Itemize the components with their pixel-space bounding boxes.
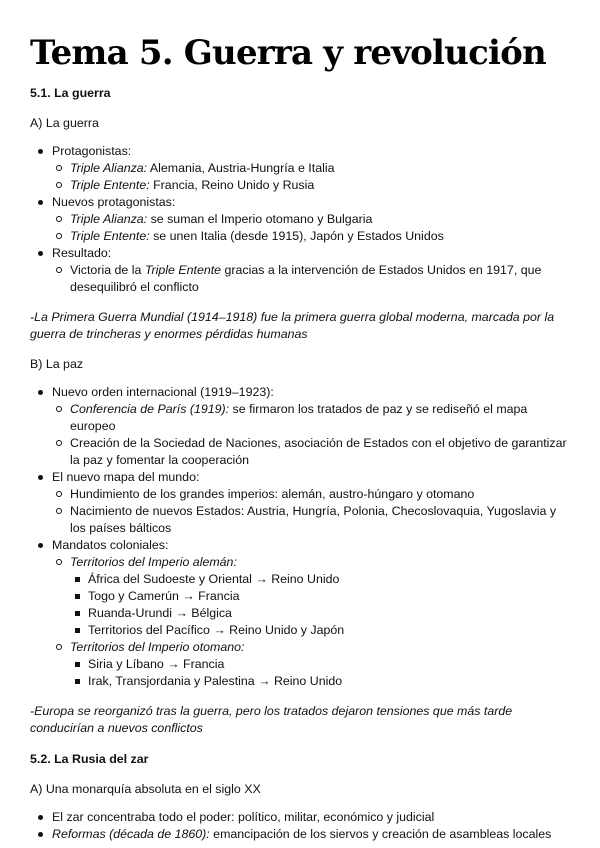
sub-list-item (52, 554, 572, 639)
item-text: se suman el Imperio otomano y Bulgaria (147, 212, 373, 226)
item-text: Victoria de la (70, 263, 145, 277)
war-summary-note: -La Primera Guerra Mundial (1914–1918) fue la primera guerra global moderna, marcada por la guerra de trincheras y enormes pérdidas humanas (30, 310, 555, 341)
item-emphasis: Triple Entente: (70, 229, 150, 243)
peace-list (30, 384, 572, 690)
sub-sub-list-item: Ruanda-Urundi → Bélgica (70, 605, 572, 622)
sub-sub-list-item: África del Sudoeste y Oriental → Reino Unido (70, 571, 572, 588)
section-heading-5-1: 5.1. La guerra (30, 86, 111, 100)
tsar-list (30, 809, 572, 843)
item-emphasis: Triple Alianza: (70, 161, 148, 175)
subsection-a-label-2: A) Una monarquía absoluta en el siglo XX (30, 782, 261, 796)
sub-sub-list-item: Territorios del Pacífico → Reino Unido y Japón (70, 622, 572, 639)
item-emphasis: Triple Entente: (70, 178, 150, 192)
sub-list-item (52, 160, 572, 177)
sub-list-item (52, 401, 572, 435)
item-text: gracias a la intervención de Estados Unidos en 1917, que desequilibró el conflicto (70, 263, 542, 294)
sub-list-item (52, 639, 572, 690)
item-emphasis: Territorios del Imperio otomano: (70, 640, 245, 654)
subsection-a-label: A) La guerra (30, 116, 99, 130)
item-emphasis: Triple Alianza: (70, 212, 148, 226)
list-item (30, 537, 572, 690)
sub-sub-list-item: Siria y Líbano → Francia (70, 656, 572, 673)
list-item (30, 469, 572, 537)
item-text: se unen Italia (desde 1915), Japón y Estados Unidos (149, 229, 444, 243)
item-text: Hundimiento de los grandes imperios: alemán, austro-húngaro y otomano (70, 487, 475, 501)
sub-list-item (52, 177, 572, 194)
sub-sub-list-item: Irak, Transjordania y Palestina → Reino Unido (70, 673, 572, 690)
item-text: Nacimiento de nuevos Estados: Austria, Hungría, Polonia, Checoslovaquia, Yugoslavia y los países bálticos (70, 504, 557, 535)
list-item (30, 194, 572, 245)
list-item (30, 384, 572, 469)
item-text: emancipación de los siervos y creación de asambleas locales (209, 827, 552, 841)
war-list (30, 143, 572, 296)
sub-list-item (52, 486, 572, 503)
item-text: se firmaron los tratados de paz y se rediseñó el mapa europeo (70, 402, 528, 433)
peace-summary-note: -Europa se reorganizó tras la guerra, pero los tratados dejaron tensiones que más tarde conducirían a nuevos conflictos (30, 704, 513, 735)
list-item (30, 143, 572, 194)
item-emphasis: Conferencia de París (1919): (70, 402, 230, 416)
item-text: El nuevo mapa del mundo: (52, 470, 200, 484)
sub-list-item (52, 211, 572, 228)
document-title: Tema 5. Guerra y revolución (30, 33, 546, 73)
item-text: Alemania, Austria-Hungría e Italia (147, 161, 335, 175)
item-text: Nuevo orden internacional (1919–1923): (52, 385, 274, 399)
subsection-b-label: B) La paz (30, 357, 84, 371)
sub-sub-list-item: Togo y Camerún → Francia (70, 588, 572, 605)
item-emphasis: Reformas (década de 1860): (52, 827, 210, 841)
item-text: Nuevos protagonistas: (52, 195, 176, 209)
item-text: Resultado: (52, 246, 112, 260)
item-text: Mandatos coloniales: (52, 538, 169, 552)
section-heading-5-2: 5.2. La Rusia del zar (30, 752, 149, 766)
item-text: Francia, Reino Unido y Rusia (149, 178, 315, 192)
sub-list-item (52, 435, 572, 469)
sub-list-item (52, 503, 572, 537)
list-item (30, 826, 572, 843)
item-text: Creación de la Sociedad de Naciones, asociación de Estados con el objetivo de garantizar la paz y fomentar la cooperación (70, 436, 567, 467)
item-text: Protagonistas: (52, 144, 132, 158)
sub-list-item (52, 262, 572, 296)
list-item: El zar concentraba todo el poder: político, militar, económico y judicial (30, 809, 572, 826)
item-emphasis: Triple Entente (144, 263, 222, 277)
sub-list-item (52, 228, 572, 245)
item-emphasis: Territorios del Imperio alemán: (70, 555, 237, 569)
list-item (30, 245, 572, 296)
